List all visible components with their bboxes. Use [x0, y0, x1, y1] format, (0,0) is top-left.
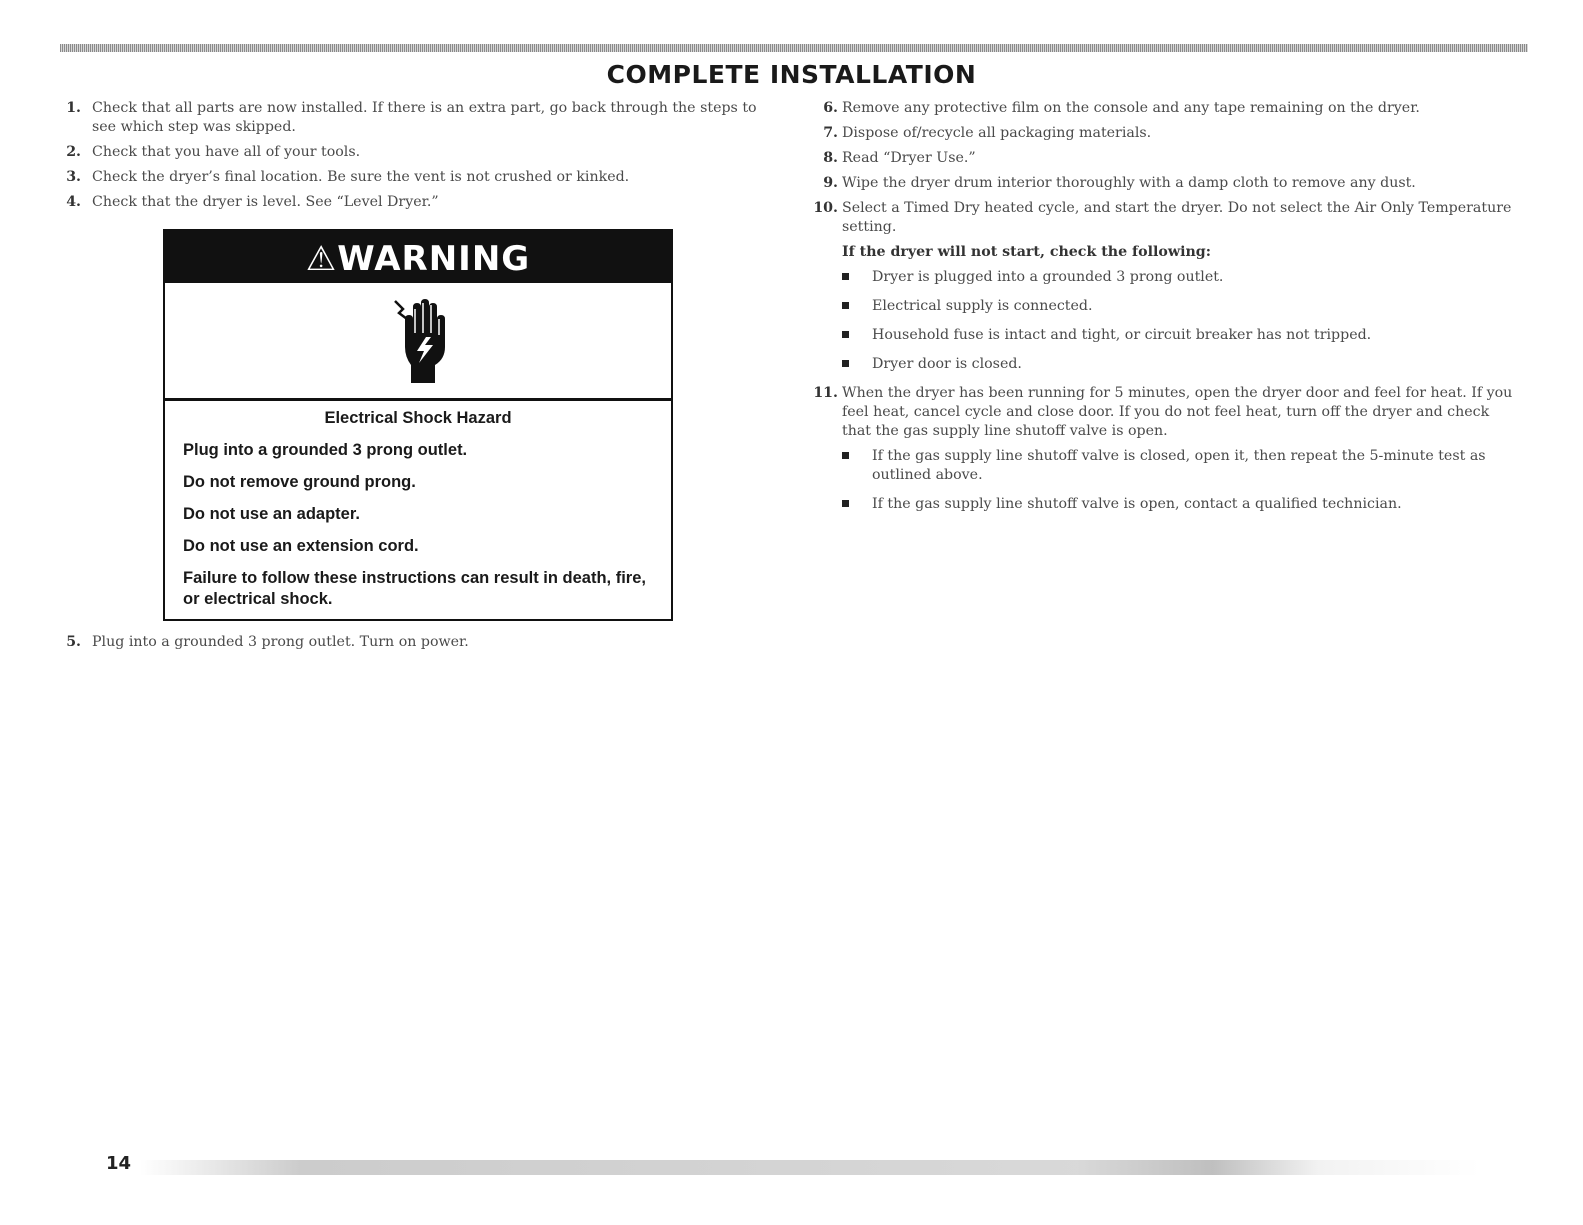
- right-column: [808, 99, 1520, 524]
- bullet-square-icon: [842, 452, 849, 459]
- list-item: [808, 447, 1520, 485]
- warning-line: Plug into a grounded 3 prong outlet.: [183, 441, 468, 459]
- step-9: [808, 174, 1520, 193]
- step-number: 5.: [66, 634, 81, 650]
- footer-decorative-band: [140, 1160, 1480, 1175]
- step-number: 6.: [823, 100, 838, 116]
- step-text: Select a Timed Dry heated cycle, and start the dryer. Do not select the Air Only Temperature setting.: [842, 200, 1512, 235]
- step-6: [808, 99, 1520, 118]
- step-number: 11.: [813, 385, 838, 401]
- step-text: Check that the dryer is level. See “Level Dryer.”: [92, 194, 439, 210]
- no-start-heading: If the dryer will not start, check the following:: [842, 244, 1211, 260]
- bullet-text: Electrical supply is connected.: [872, 298, 1093, 314]
- step-text: Check the dryer’s final location. Be sure the vent is not crushed or kinked.: [92, 169, 630, 185]
- step-number: 10.: [813, 200, 838, 216]
- left-column: [35, 99, 780, 218]
- bullet-square-icon: [842, 273, 849, 280]
- bullet-square-icon: [842, 331, 849, 338]
- step-number: 4.: [66, 194, 81, 210]
- bullet-square-icon: [842, 302, 849, 309]
- warning-line: Do not use an extension cord.: [183, 537, 419, 555]
- step-1: [35, 99, 780, 137]
- bullet-text: If the gas supply line shutoff valve is closed, open it, then repeat the 5-minute test as outlined above.: [872, 448, 1486, 483]
- step-5: [35, 633, 780, 652]
- list-item: [808, 355, 1520, 374]
- step-text: Dispose of/recycle all packaging materials.: [842, 125, 1152, 141]
- step-8: [808, 149, 1520, 168]
- step-7: [808, 124, 1520, 143]
- header-decorative-band: [60, 44, 1528, 52]
- step-3: [35, 168, 780, 187]
- step-5-container: [35, 633, 780, 658]
- list-item: [808, 297, 1520, 316]
- page-number: 14: [106, 1153, 132, 1174]
- step-2: [35, 143, 780, 162]
- step-number: 8.: [823, 150, 838, 166]
- step-text: Check that you have all of your tools.: [92, 144, 361, 160]
- warning-icon-area: [165, 283, 671, 401]
- list-item: [808, 326, 1520, 345]
- step-10: [808, 199, 1520, 237]
- list-item: [808, 268, 1520, 287]
- bullet-text: Dryer is plugged into a grounded 3 prong outlet.: [872, 269, 1224, 285]
- bullet-square-icon: [842, 360, 849, 367]
- step-number: 9.: [823, 175, 838, 191]
- warning-line: Failure to follow these instructions can result in death, fire, or electrical shock.: [183, 569, 646, 608]
- bullet-text: Dryer door is closed.: [872, 356, 1022, 372]
- step-11: [808, 384, 1520, 441]
- step-text: When the dryer has been running for 5 minutes, open the dryer door and feel for heat. If you feel heat, cancel cycle and close door. If you do not feel heat, turn off the dryer and check that the gas supply line shutoff valve is open.: [842, 385, 1513, 439]
- step-4: [35, 193, 780, 212]
- step-number: 2.: [66, 144, 81, 160]
- warning-text: [165, 401, 671, 610]
- list-item: [808, 495, 1520, 514]
- warning-line: Do not use an adapter.: [183, 505, 360, 523]
- electrical-shock-hand-icon: [393, 297, 451, 385]
- step-number: 3.: [66, 169, 81, 185]
- step-number: 7.: [823, 125, 838, 141]
- warning-box: [163, 229, 673, 621]
- step-number: 1.: [66, 100, 81, 116]
- step-text: Wipe the dryer drum interior thoroughly with a damp cloth to remove any dust.: [842, 175, 1416, 191]
- step-text: Read “Dryer Use.”: [842, 150, 976, 166]
- warning-header: ⚠WARNING: [165, 231, 671, 283]
- step-text: Plug into a grounded 3 prong outlet. Turn on power.: [92, 634, 469, 650]
- bullet-square-icon: [842, 500, 849, 507]
- warning-line: Do not remove ground prong.: [183, 473, 416, 491]
- bullet-text: Household fuse is intact and tight, or circuit breaker has not tripped.: [872, 327, 1372, 343]
- step-text: Remove any protective film on the console and any tape remaining on the dryer.: [842, 100, 1420, 116]
- step-text: Check that all parts are now installed. If there is an extra part, go back through the steps to see which step was skipped.: [92, 100, 757, 135]
- page-title: COMPLETE INSTALLATION: [606, 60, 977, 89]
- bullet-text: If the gas supply line shutoff valve is open, contact a qualified technician.: [872, 496, 1402, 512]
- hazard-title: Electrical Shock Hazard: [324, 409, 512, 427]
